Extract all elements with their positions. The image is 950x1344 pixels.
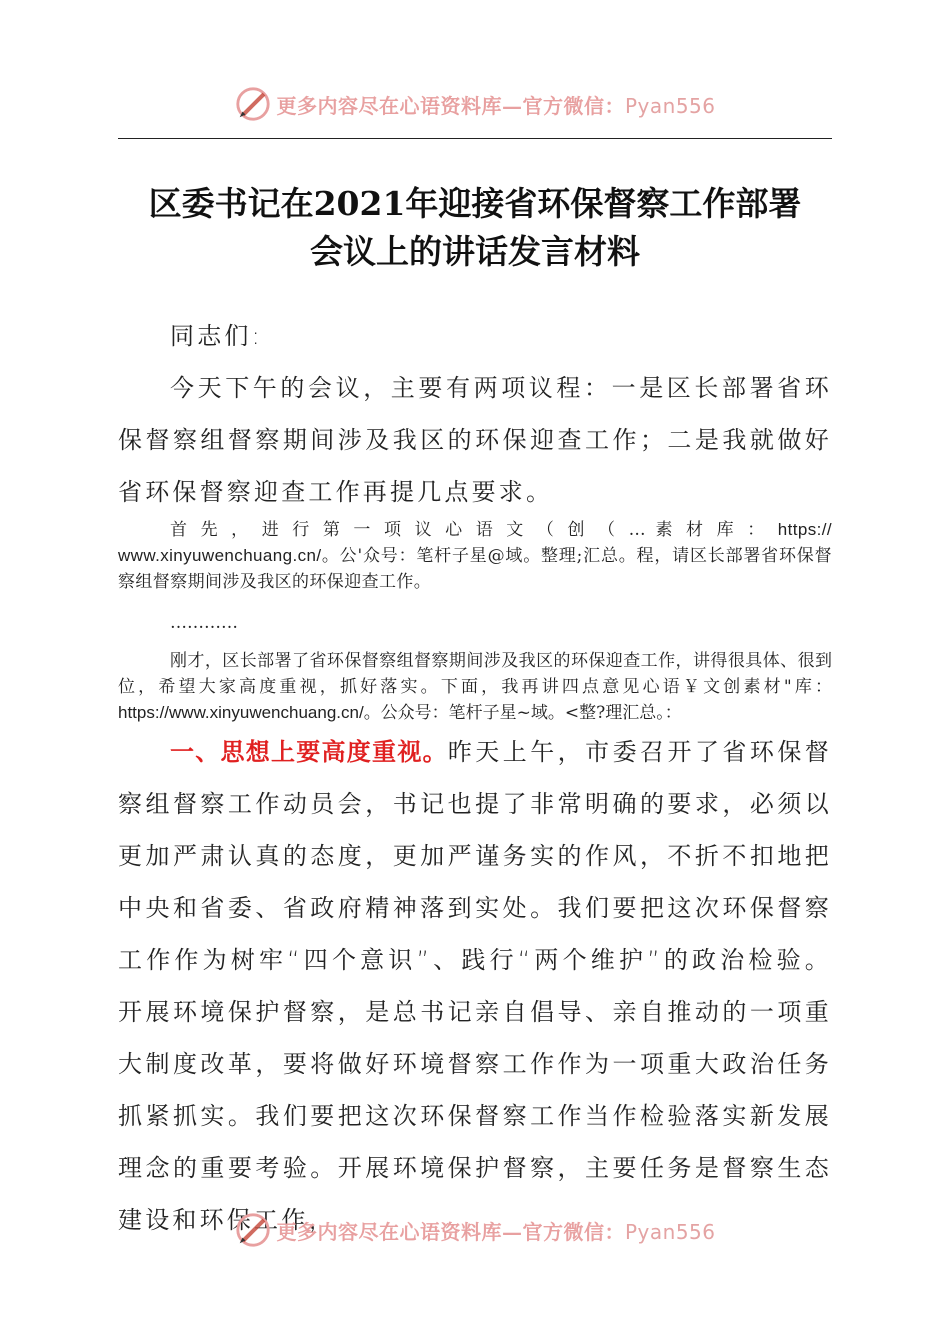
title-line-2: 会议上的讲话发言材料 <box>310 232 640 271</box>
p2-text-a: 刚才，区长部署了省环保督察组督察期间涉及我区的环保迎查工作，讲得很具体、很到位，希望大家高度重视，抓好落实。下面，我再讲四点意见心语￥文创素材"库： <box>118 651 832 697</box>
paragraph-transition <box>118 648 832 726</box>
p1-text-b: 。公'众号：笔杆子星@域。整理;汇总。程，请区长部署省环保督察组督察期间涉及我区的环保迎查工作。 <box>118 546 832 592</box>
p2-text-b: 。公众号：笔杆子星~域。<整?理汇总。： <box>363 703 682 723</box>
p1-url: https:// www.xinyuwenchuang.cn/ <box>118 520 832 565</box>
p1-text-a: 首 先 ， 进 行 第 一 项 议 心 语 文 （ 创 （ … 素 材 库 ： <box>170 520 778 540</box>
section-1-heading: 一、思想上要高度重视。 <box>170 738 448 766</box>
section-1-text: 昨天上午，市委召开了省环保督察组督察工作动员会，书记也提了非常明确的要求，必须以更加严肃认真的态度，更加严谨务实的作风，不折不扣地把中央和省委、省政府精神落到实处。我们要把这次环保督察工作作为树牢“四个意识”、践行“两个维护”的政治检验。开展环境保护督察，是总书记亲自倡导、亲自推动的一项重大制度改革，要将做好环境督察工作作为一项重大政治任务抓紧抓实。我们要把这次环保督察工作当作检验落实新发展理念的重要考验。开展环境保护督察，主要任务是督察生态建设和环保工作， <box>118 738 832 1234</box>
paragraph-first-item <box>118 517 832 595</box>
greeting: 同志们: <box>170 322 263 350</box>
header-divider <box>118 138 832 139</box>
document-title <box>100 180 850 276</box>
pen-logo-icon <box>234 1211 272 1249</box>
header-banner <box>0 84 950 124</box>
banner-text: 更多内容尽在心语资料库—官方微信：Pyan556 <box>276 93 716 118</box>
ellipsis: ………… <box>170 613 238 633</box>
banner-text: 更多内容尽在心语资料库—官方微信：Pyan556 <box>276 1219 716 1244</box>
banner-wechat-id: Pyan556 <box>624 1219 716 1244</box>
section-1 <box>118 726 832 1246</box>
pen-logo-icon <box>234 85 272 123</box>
banner-wechat-id: Pyan556 <box>624 93 716 118</box>
intro-paragraph: 今天下午的会议，主要有两项议程：一是区长部署省环保督察组督察期间涉及我区的环保迎查工作；二是我就做好省环保督察迎查工作再提几点要求。 <box>118 374 832 506</box>
p2-url: https://www.xinyuwenchuang.cn/ <box>118 703 364 722</box>
title-line-1: 区委书记在2021年迎接省环保督察工作部署 <box>148 184 802 223</box>
footer-banner <box>0 1210 950 1250</box>
